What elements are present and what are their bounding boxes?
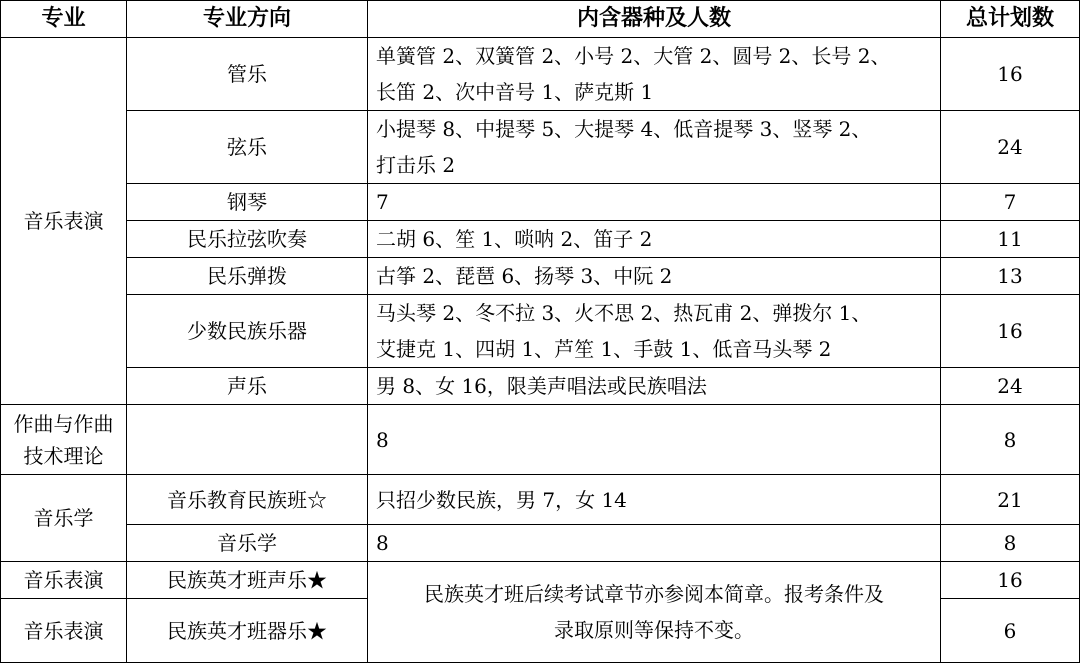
detail-line: 长笛 2、次中音号 1、萨克斯 1: [376, 80, 654, 104]
direction-cell: 音乐学: [127, 525, 368, 562]
detail-cell: [368, 295, 941, 368]
direction-cell: [127, 405, 368, 475]
detail-cell: 古筝 2、琵琶 6、扬琴 3、中阮 2: [368, 258, 941, 295]
direction-cell: 少数民族乐器: [127, 295, 368, 368]
table-row: [1, 111, 1080, 184]
table-row: [1, 562, 1080, 599]
detail-line: 打击乐 2: [376, 153, 456, 177]
detail-cell: 二胡 6、笙 1、唢呐 2、笛子 2: [368, 221, 941, 258]
table-row: [1, 525, 1080, 562]
major-cell: 音乐表演: [1, 38, 127, 405]
header-instruments: 内含器种及人数: [368, 1, 941, 38]
detail-line: 小提琴 8、中提琴 5、大提琴 4、低音提琴 3、竖琴 2、: [376, 117, 872, 141]
direction-cell: 民乐拉弦吹奏: [127, 221, 368, 258]
header-total: 总计划数: [941, 1, 1080, 38]
table-row: [1, 258, 1080, 295]
major-line: 技术理论: [23, 443, 104, 468]
detail-cell: 男 8、女 16，限美声唱法或民族唱法: [368, 368, 941, 405]
major-cell: 音乐表演: [1, 562, 127, 599]
direction-cell: 音乐教育民族班☆: [127, 475, 368, 525]
header-major: 专业: [1, 1, 127, 38]
total-cell: 13: [941, 258, 1080, 295]
table-row: [1, 38, 1080, 111]
notice-cell: [368, 562, 941, 663]
direction-cell: 民族英才班声乐★: [127, 562, 368, 599]
detail-cell: 7: [368, 184, 941, 221]
table-row: [1, 295, 1080, 368]
table-row: [1, 221, 1080, 258]
total-cell: 16: [941, 562, 1080, 599]
major-cell: 音乐表演: [1, 599, 127, 663]
total-cell: 24: [941, 111, 1080, 184]
total-cell: 16: [941, 295, 1080, 368]
total-cell: 6: [941, 599, 1080, 663]
direction-cell: 弦乐: [127, 111, 368, 184]
direction-cell: 钢琴: [127, 184, 368, 221]
total-cell: 24: [941, 368, 1080, 405]
direction-cell: 民乐弹拨: [127, 258, 368, 295]
detail-cell: 只招少数民族，男 7，女 14: [368, 475, 941, 525]
detail-cell: [368, 38, 941, 111]
notice-line: 民族英才班后续考试章节亦参阅本简章。报考条件及: [424, 582, 884, 606]
total-cell: 11: [941, 221, 1080, 258]
major-line: 作曲与作曲: [13, 411, 114, 436]
major-cell: [1, 405, 127, 475]
table-row: [1, 368, 1080, 405]
total-cell: 8: [941, 405, 1080, 475]
detail-cell: 8: [368, 525, 941, 562]
total-cell: 21: [941, 475, 1080, 525]
direction-cell: 民族英才班器乐★: [127, 599, 368, 663]
detail-line: 单簧管 2、双簧管 2、小号 2、大管 2、圆号 2、长号 2、: [376, 44, 891, 68]
table-row: [1, 184, 1080, 221]
total-cell: 16: [941, 38, 1080, 111]
table-header-row: [1, 1, 1080, 38]
major-cell: 音乐学: [1, 475, 127, 562]
table-row: [1, 405, 1080, 475]
table-row: [1, 475, 1080, 525]
direction-cell: 管乐: [127, 38, 368, 111]
detail-cell: 8: [368, 405, 941, 475]
notice-line: 录取原则等保持不变。: [554, 618, 754, 642]
detail-line: 马头琴 2、冬不拉 3、火不思 2、热瓦甫 2、弹拨尔 1、: [376, 301, 872, 325]
detail-line: 艾捷克 1、四胡 1、芦笙 1、手鼓 1、低音马头琴 2: [376, 337, 832, 361]
direction-cell: 声乐: [127, 368, 368, 405]
detail-cell: [368, 111, 941, 184]
total-cell: 8: [941, 525, 1080, 562]
header-direction: 专业方向: [127, 1, 368, 38]
total-cell: 7: [941, 184, 1080, 221]
